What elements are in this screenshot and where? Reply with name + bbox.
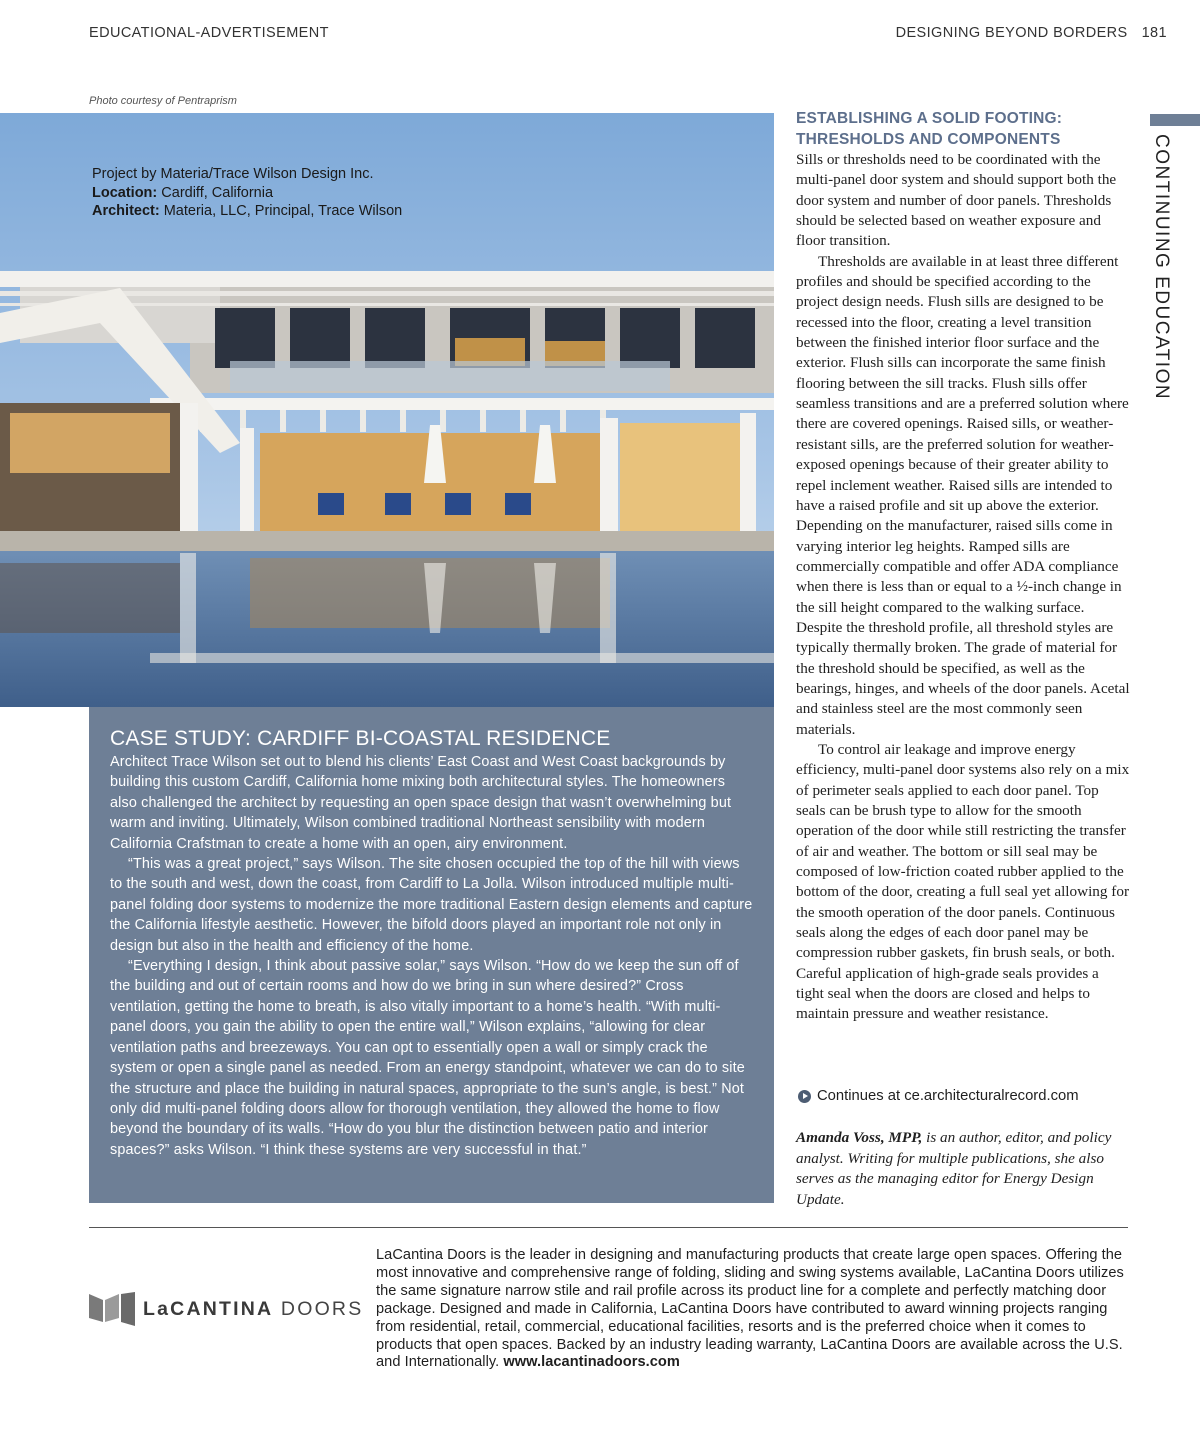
case-study-body (110, 752, 755, 1160)
author-bio-text: is an author, editor, and policy analyst. Writing for multiple publications, she also serves as the managing editor for Energy Design Update. (796, 1129, 1112, 1208)
side-label-text: CONTINUING EDUCATION (1151, 134, 1172, 401)
article-paragraph: Thresholds are available in at least three different profiles and should be specified according to the project design needs. Flush sills are designed to be recessed into the floor, creating a level transition between the finished interior floor surface and the exterior. Flush sills can incorporate the same finish flooring between the sill tracks. Flush sills offer seamless transitions and are a preferred solution where there are covered openings. Raised sills, or weather-resistant sills, are the preferred solution for weather-exposed openings because of their greater ability to repel inclement weather. Raised sills are intended to have a raised profile and sit up above the exterior. Depending on the manufacturer, raised sills come in varying interior leg heights. Ramped sills are commercially compatible and offer ADA compliance when there is less than or equal to a ½-inch change in the sill height compared to the walking surface. Despite the threshold profile, all threshold styles are typically thermally broken. The grade of material for the threshold should be specified, as well as the bearings, hinges, and wheels of the door panels. Acetal and stainless steel are the most commonly seen materials. (796, 252, 1130, 738)
author-bio (796, 1128, 1126, 1210)
case-study-panel (89, 707, 774, 1203)
project-credits (92, 165, 402, 221)
ad-text: LaCantina Doors is the leader in designing and manufacturing products that create large open spaces. Offering the most innovative and comprehensive range of folding, sliding and swing systems available, LaCantina Doors utilizes the same signature narrow stile and rail profile across its product line for a complete and perfectly matching door package. Designed and made in California, LaCantina Doors have contributed to award winning projects ranging from residential, retail, commercial, educational facilities, resorts and is the preferred choice when it comes to products that open spaces. Backed by an industry leading warranty, LaCantina Doors are available across the U.S. and Internationally. (376, 1247, 1124, 1371)
ad-url[interactable]: www.lacantinadoors.com (503, 1354, 680, 1371)
architect-label: Architect: (92, 203, 160, 219)
case-study-paragraph: “Everything I design, I think about passive solar,” says Wilson. “How do we keep the sun off of the building and out of certain rooms and how do we bring in sun where desired?” Cross ventilation, getting the home to breath, is also vitally important to a home’s health. “With multi-panel doors, you gain the ability to open the entire wall,” Wilson explains, “allowing for clear ventilation paths and breezeways. You can opt to essentially open a wall or simply crack the system or open a single panel as needed. From an energy standpoint, whatever we can do to site the structure and place the building in natural spaces, appropriate to the sun’s angle, is best.” Not only did multi-panel folding doors allow for thorough ventilation, they allowed the home to flow beyond the boundary of its walls. “How do you blur the distinction between patio and interior spaces?” asks Wilson. “I think these systems are very successful in that.” (110, 958, 745, 1158)
logo-light: DOORS (273, 1297, 364, 1320)
article-paragraph: To control air leakage and improve energy efficiency, multi-panel door systems also rely on a mix of perimeter seals applied to each door panel. Top seals can be brush type to allow for the smooth operation of the door while still restricting the transfer of air and weather. The bottom or sill seal may be composed of low-friction coated rubber applied to the bottom of the door, creating a full seal yet allowing for the smooth operation of the door panels. Continuous seals along the edges of each door panel may be compression rubber gaskets, fin brush seals, or both. Careful application of high-grade seals provides a tight seal when the doors are closed and helps to maintain pressure and weather resistance. (796, 740, 1130, 1023)
logo-wordmark (143, 1298, 363, 1321)
continues-text[interactable]: Continues at ce.architecturalrecord.com (817, 1088, 1079, 1104)
article-paragraph: Sills or thresholds need to be coordinated with the multi-panel door system and should support both the door system and number of door panels. Thresholds should be selected based on weather exposure and floor transition. (796, 151, 1117, 250)
header-section-title: DESIGNING BEYOND BORDERS (895, 25, 1128, 41)
ad-copy (376, 1247, 1128, 1372)
architect-value: Materia, LLC, Principal, Trace Wilson (159, 203, 403, 219)
location-line (92, 184, 402, 203)
article-heading-line-2: THRESHOLDS AND COMPONENTS (796, 131, 1061, 148)
page-number: 181 (1141, 25, 1167, 41)
case-study-paragraph: “This was a great project,” says Wilson. The site chosen occupied the top of the hill with views to the south and west, down the coast, from Cardiff to La Jolla. Wilson introduced multiple multi-panel folding door systems to modernize the more traditional Eastern design elements and capture the California lifestyle aesthetic. However, the bifold doors played an important role not only in design but also in the health and efficiency of the home. (110, 856, 753, 954)
header-left-label: EDUCATIONAL-ADVERTISEMENT (89, 25, 329, 41)
location-label: Location: (92, 184, 158, 201)
article-heading-line-1: ESTABLISHING A SOLID FOOTING: (796, 110, 1063, 127)
case-study-title: CASE STUDY: CARDIFF BI-COASTAL RESIDENCE (110, 727, 611, 750)
case-study-paragraph: Architect Trace Wilson set out to blend his clients’ East Coast and West Coast backgrounds by building this custom Cardiff, California home mixing both architectural styles. The homeowners also challenged the architect by requesting an open space design that wasn’t overwhelming but warm and inviting. Ultimately, Wilson combined traditional Northeast sensibility with modern California Crafstman to create a home with an open, airy environment. (110, 754, 732, 852)
logo-bold: LaCANTINA (143, 1297, 274, 1320)
lacantina-logo (89, 1292, 363, 1326)
article-column (796, 108, 1130, 1025)
section-tab (1150, 114, 1200, 126)
side-label (1138, 134, 1172, 401)
photo-credit: Photo courtesy of Pentraprism (89, 95, 237, 107)
architect-line (92, 202, 402, 221)
continues-link[interactable] (798, 1088, 1079, 1104)
lacantina-logo-icon (89, 1292, 135, 1326)
author-name: Amanda Voss, MPP, (796, 1129, 923, 1146)
location-value: Cardiff, California (157, 184, 274, 201)
project-line: Project by Materia/Trace Wilson Design Inc. (92, 166, 374, 182)
footer-divider (89, 1227, 1128, 1228)
header-right (896, 25, 1167, 41)
play-arrow-icon (798, 1090, 811, 1103)
